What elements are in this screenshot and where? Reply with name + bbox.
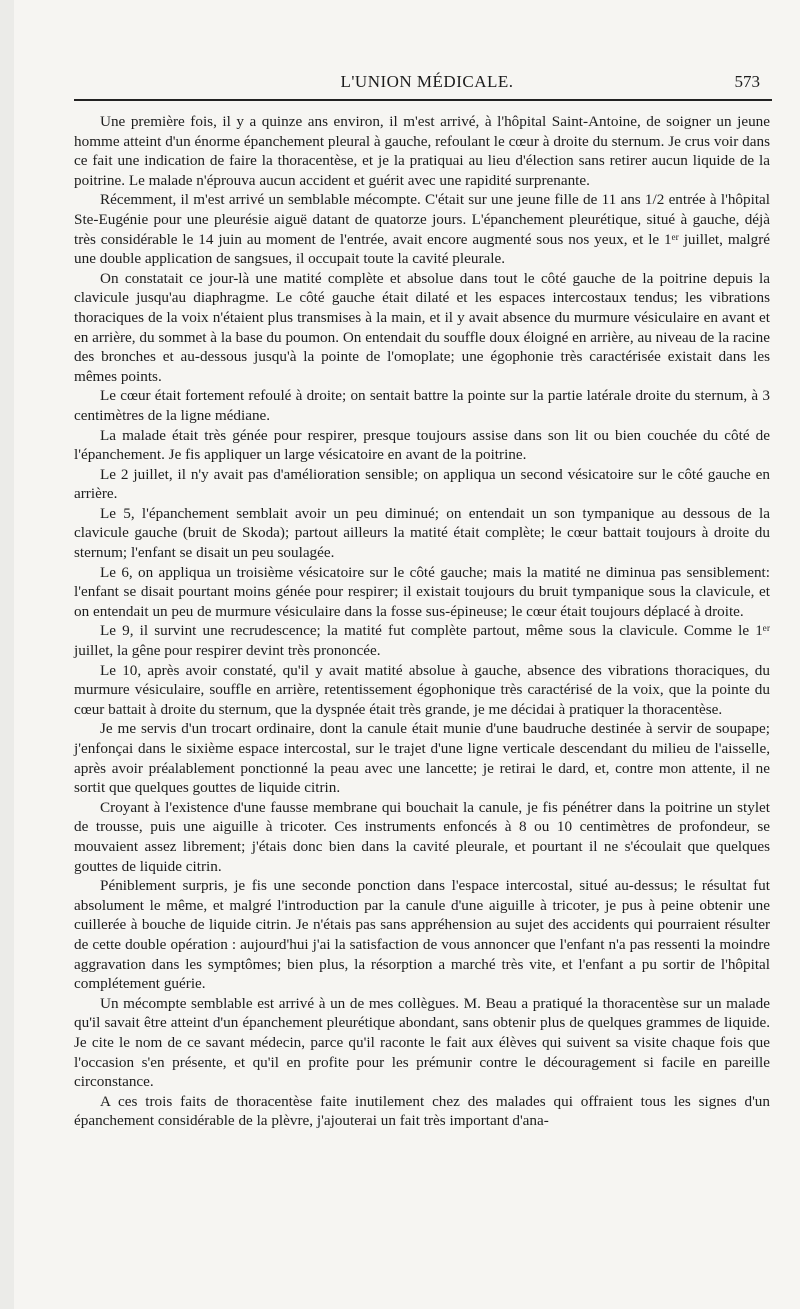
header-rule: [74, 99, 772, 101]
paragraph: La malade était très génée pour respirer, presque toujours assise dans son lit ou bien couchée du côté de l'épanchement. Je fis appliquer un large vésicatoire en avant de la poitrine.: [74, 426, 770, 464]
paragraph: Le cœur était fortement refoulé à droite; on sentait battre la pointe sur la partie latérale droite du sternum, à 3 centimètres de la ligne médiane.: [74, 387, 770, 424]
paragraph: On constatait ce jour-là une matité complète et absolue dans tout le côté gauche de la poitrine depuis la clavicule jusqu'au diaphragme. Le côté gauche était dilaté et les espaces intercostaux tendus; les vibrations thoraciques de la voix n'étaient plus transmises à la main, et il y avait absence du murmure vésiculaire en avant et en arrière, du sommet à la base du poumon. On entendait du souffle doux éloigné en arrière, au niveau de la racine des bronches et au-dessous jusqu'à la pointe de l'omoplate; une égophonie très caractérisée existait dans les mêmes points.: [74, 269, 770, 385]
paragraph: Le 9, il survint une recrudescence; la matité fut complète partout, même sous la clavicule. Comme le 1ᵉʳ juillet, la gêne pour respirer devint très prononcée.: [74, 622, 770, 660]
paragraph: Le 2 juillet, il n'y avait pas d'amélioration sensible; on appliqua un second vésicatoire sur le côté gauche en arrière.: [74, 465, 770, 503]
paragraph: Le 6, on appliqua un troisième vésicatoire sur le côté gauche; mais la matité ne diminua pas sensiblement: l'enfant se disait pourtant moins génée pour respirer; il existait toujours du bruit tympanique sous la clavicule, et on entendait un peu de murmure vésiculaire dans la fosse sus-épineuse; le cœur était toujours déplacé à droite.: [74, 563, 770, 620]
paragraph: Récemment, il m'est arrivé un semblable mécompte. C'était sur une jeune fille de 11 ans 1/2 entrée à l'hôpital Ste-Eugénie pour une pleurésie aiguë datant de quatorze jours. L'épanchement pleurétique, situé à gauche, déjà très considérable le 14 juin au moment de l'entrée, avait encore augmenté sous nos yeux, et le 1ᵉʳ juillet, malgré une double application de sangsues, il occupait toute la cavité pleurale.: [74, 191, 770, 268]
page-header: [84, 72, 770, 98]
paragraph: Je me servis d'un trocart ordinaire, dont la canule était munie d'une baudruche destinée à servir de soupape; j'enfonçai dans le sixième espace intercostal, sur le trajet d'une ligne verticale descendant du milieu de l'aisselle, après avoir préalablement ponctionné la peau avec une lancette; je retirai le dard, et, contre mon attente, il ne sortit que quelques gouttes de liquide citrin.: [74, 720, 770, 797]
running-title: L'UNION MÉDICALE.: [340, 72, 514, 91]
paragraph: A ces trois faits de thoracentèse faite inutilement chez des malades qui offraient tous les signes d'un épanchement considérable de la plèvre, j'ajouterai un fait très important d'ana-: [74, 1092, 770, 1130]
paragraph: Croyant à l'existence d'une fausse membrane qui bouchait la canule, je fis pénétrer dans la poitrine un stylet de trousse, puis une aiguille à tricoter. Ces instruments enfoncés à 8 ou 10 centimètres de profondeur, se mouvaient assez librement; j'étais donc bien dans la cavité pleurale, et pourtant il ne s'écoulait que quelques gouttes de liquide citrin.: [74, 798, 770, 875]
paragraph: Un mécompte semblable est arrivé à un de mes collègues. M. Beau a pratiqué la thoracentèse sur un malade qu'il savait être atteint d'un épanchement pleurétique abondant, sans obtenir plus de quelques grammes de liquide. Je cite le nom de ce savant médecin, parce qu'il raconte le fait aux élèves qui suivent sa visite chaque fois que l'occasion s'en présente, et qu'il en profite pour les prémunir contre le découragement si facile en pareille circonstance.: [74, 994, 770, 1091]
paragraph: Péniblement surpris, je fis une seconde ponction dans l'espace intercostal, situé au-dessus; le résultat fut absolument le même, et malgré l'introduction par la canule d'une aiguille à tricoter, je pus à peine obtenir une cuillerée à bouche de liquide citrin. Je n'étais pas sans appréhension au sujet des accidents qui pourraient résulter de cette double opération : aujourd'hui j'ai la satisfaction de vous annoncer que l'enfant n'a pas ressenti la moindre aggravation dans les symptômes; bien plus, la résorption a marché très vite, et l'enfant a pu sortir de l'hôpital complétement guérie.: [74, 877, 770, 993]
paragraph: Le 10, après avoir constaté, qu'il y avait matité absolue à gauche, absence des vibrations thoraciques, du murmure vésiculaire, souffle en arrière, retentissement égophonique très caractérisé de la voix, que la pointe du cœur battait à droite du sternum, que la dyspnée était très grande, je me décidai à pratiquer la thoracentèse.: [74, 661, 770, 718]
paragraph: Le 5, l'épanchement semblait avoir un peu diminué; on entendait un son tympanique au dessous de la clavicule gauche (bruit de Skoda); partout ailleurs la matité était complète; le cœur battait toujours à droite du sternum; l'enfant se disait un peu soulagée.: [74, 504, 770, 562]
paragraph: Une première fois, il y a quinze ans environ, il m'est arrivé, à l'hôpital Saint-Antoine, de soigner un jeune homme atteint d'un énorme épanchement pleural à gauche, refoulant le cœur à droite du sternum. Je crus voir dans ce fait une indication de faire la thoracentèse, et je la pratiquai au lieu d'élection sans retirer aucun liquide de la poitrine. Le malade n'éprouva aucun accident et guérit avec une rapidité surprenante.: [74, 113, 770, 189]
page-number: 573: [734, 72, 760, 91]
article-body: [74, 112, 770, 1131]
